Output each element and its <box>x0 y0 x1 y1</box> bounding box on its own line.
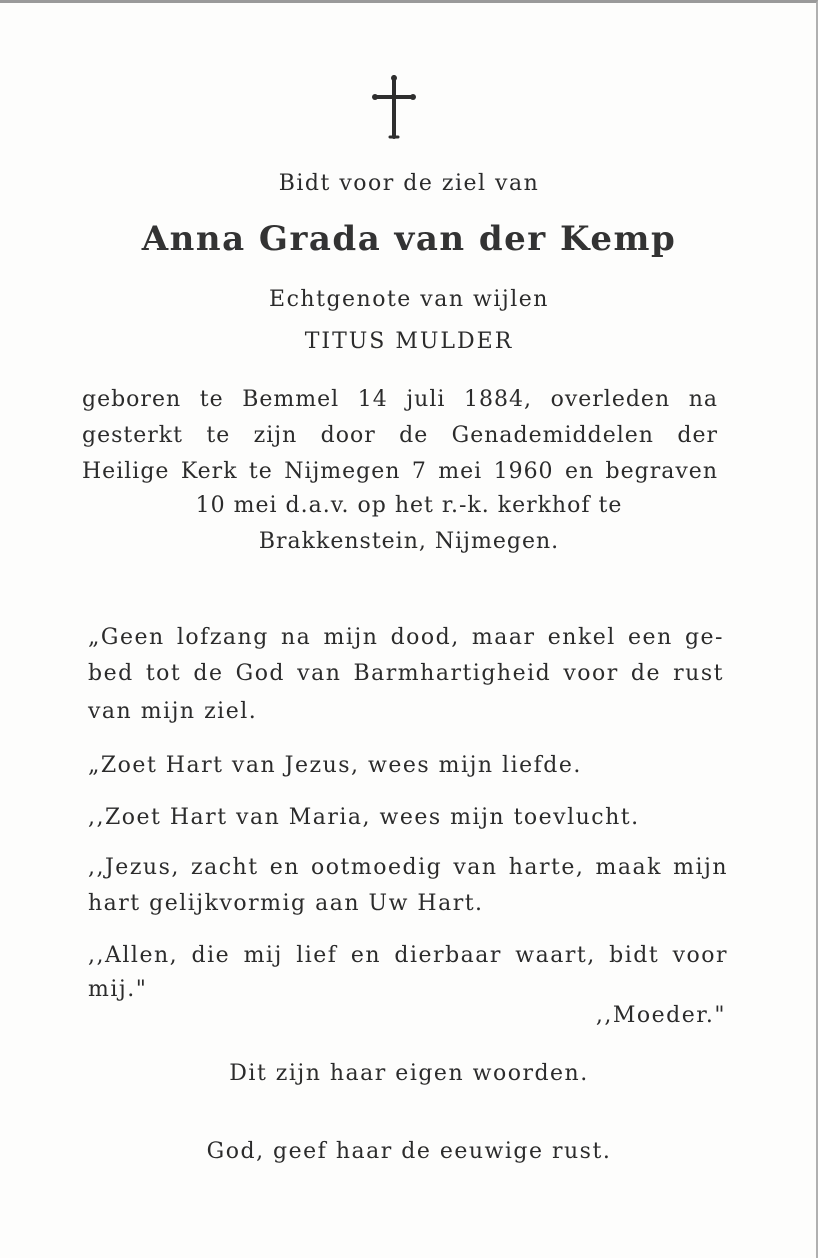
bio-line-2: gesterkt te zijn door de Genademiddelen der <box>82 423 718 448</box>
prayer-5-line-2: mij." <box>88 977 148 1002</box>
bidt-voor-text: Bidt voor de ziel van <box>278 171 540 196</box>
prayer-1-line-1: „Geen lofzang na mijn dood, maar enkel een ge- <box>88 625 724 650</box>
prayer-2: „Zoet Hart van Jezus, wees mijn liefde. <box>88 753 582 778</box>
bio-line-3: Heilige Kerk te Nijmegen 7 mei 1960 en begraven <box>82 459 718 484</box>
spouse-name: TITUS MULDER <box>304 329 514 354</box>
signoff-moeder: ,,Moeder." <box>595 1003 726 1028</box>
prayer-1-line-3: van mijn ziel. <box>88 699 258 724</box>
spouse-intro-text: Echtgenote van wijlen <box>269 287 549 312</box>
prayer-4-line-2: hart gelijkvormig aan Uw Hart. <box>88 891 484 916</box>
prayer-5-line-1: ,,Allen, die mij lief en dierbaar waart, bidt voor <box>88 943 728 968</box>
bio-line-5: Brakkenstein, Nijmegen. <box>258 529 560 554</box>
bio-line-1: geboren te Bemmel 14 juli 1884, overleden na <box>82 387 718 412</box>
prayer-3: ,,Zoet Hart van Maria, wees mijn toevlucht. <box>88 805 640 830</box>
bio-line-4: 10 mei d.a.v. op het r.-k. kerkhof te <box>195 493 623 518</box>
deceased-name: Anna Grada van der Kemp <box>141 219 677 259</box>
own-words-text: Dit zijn haar eigen woorden. <box>229 1061 589 1086</box>
prayer-1-line-2: bed tot de God van Barmhartigheid voor de rust <box>88 661 724 686</box>
cross-icon <box>368 75 420 141</box>
final-blessing-text: God, geef haar de eeuwige rust. <box>206 1139 612 1164</box>
prayer-4-line-1: ,,Jezus, zacht en ootmoedig van harte, maak mijn <box>88 855 728 880</box>
